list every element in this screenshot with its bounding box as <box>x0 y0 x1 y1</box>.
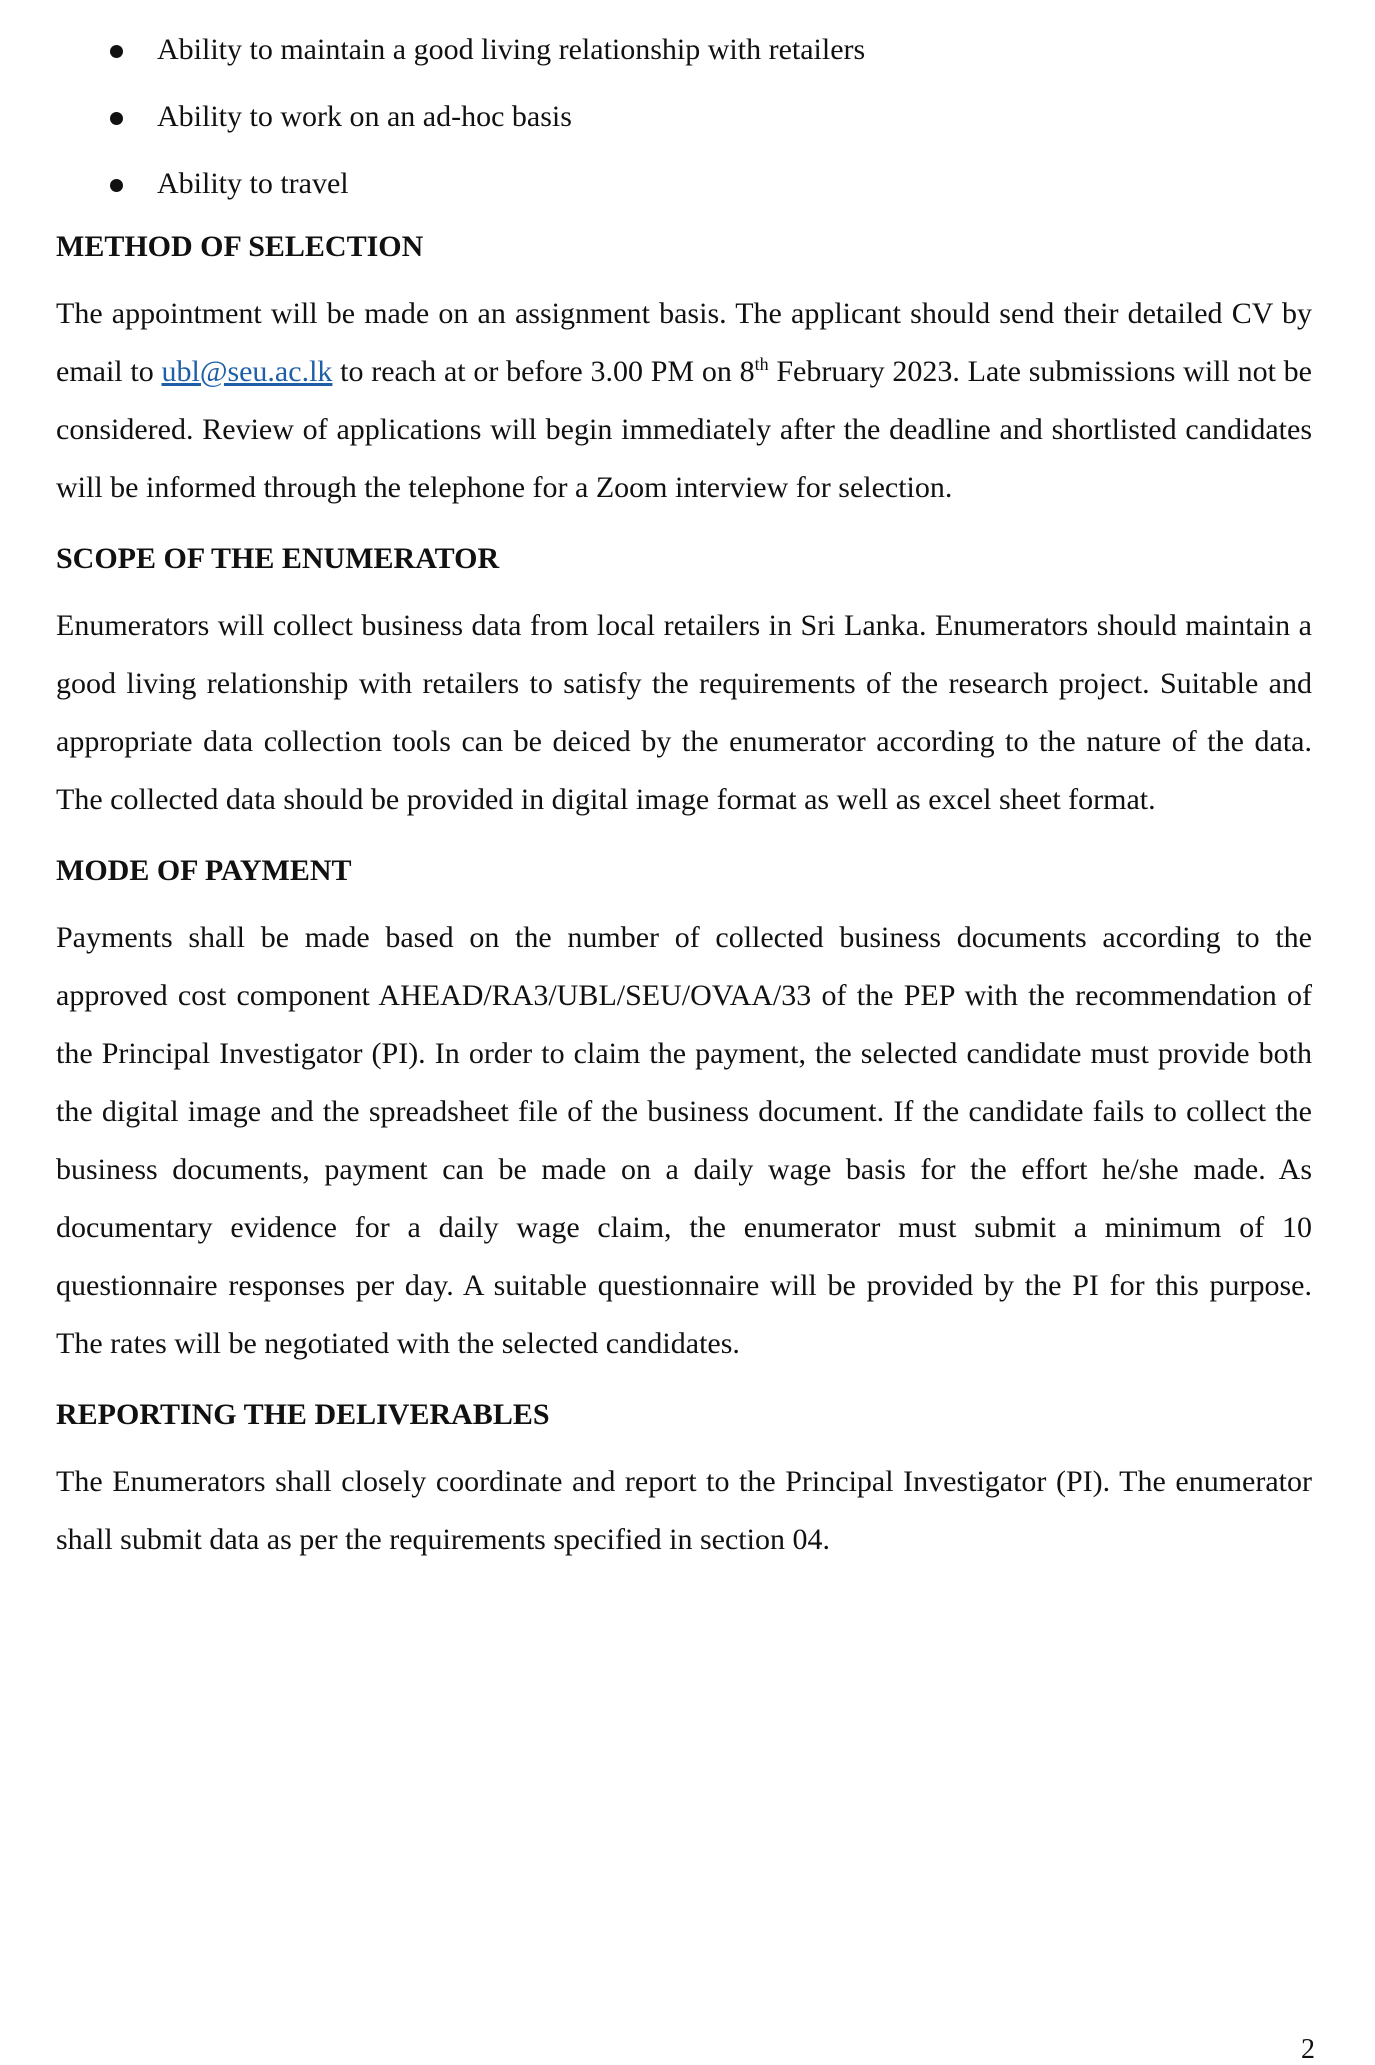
paragraph-payment: Payments shall be made based on the number of collected business documents according to the approved cost component AHEAD/RA3/UBL/SEU/OVAA/33 of the PEP with the recommendation of the Principal Investigator (PI). In order to claim the payment, the selected candidate must provide both the digital image and the spreadsheet file of the business document. If the candidate fails to collect the business documents, payment can be made on a daily wage basis for the effort he/she made. As documentary evidence for a daily wage claim, the enumerator must submit a minimum of 10 questionnaire responses per day. A suitable questionnaire will be provided by the PI for this purpose. The rates will be negotiated with the selected candidates. <box>56 921 1312 1360</box>
bullet-icon <box>110 179 123 192</box>
selection-text-part: The appointment will be made on an assignment basis. The applicant should send their detailed CV by email to <box>56 297 1312 388</box>
list-item <box>56 164 1312 204</box>
list-item-text: Ability to travel <box>157 167 349 200</box>
section-heading-scope: SCOPE OF THE ENUMERATOR <box>56 542 500 575</box>
paragraph-scope: Enumerators will collect business data from local retailers in Sri Lanka. Enumerators should maintain a good living relationship with retailers to satisfy the requirements of the research project. Suitable and appropriate data collection tools can be deiced by the enumerator according to the nature of the data. The collected data should be provided in digital image format as well as excel sheet format. <box>56 609 1312 816</box>
date-ordinal-suffix: th <box>754 354 769 374</box>
list-item-text: Ability to maintain a good living relationship with retailers <box>157 33 866 66</box>
paragraph-reporting: The Enumerators shall closely coordinate and report to the Principal Investigator (PI). The enumerator shall submit data as per the requirements specified in section 04. <box>56 1465 1312 1556</box>
page-number: 2 <box>1301 2034 1315 2065</box>
bullet-icon <box>110 112 123 125</box>
section-heading-method-of-selection: METHOD OF SELECTION <box>56 230 424 263</box>
requirements-list <box>56 30 1312 204</box>
list-item-text: Ability to work on an ad-hoc basis <box>157 100 572 133</box>
email-link[interactable]: ubl@seu.ac.lk <box>161 355 333 388</box>
section-heading-reporting: REPORTING THE DELIVERABLES <box>56 1398 550 1431</box>
section-heading-payment: MODE OF PAYMENT <box>56 854 352 887</box>
document-page <box>56 30 1312 1569</box>
bullet-icon <box>110 45 123 58</box>
paragraph-method-of-selection <box>56 285 1312 517</box>
selection-text-part: February 2023. Late submissions will not be considered. Review of applications will begin immediately after the deadline and shortlisted candidates will be informed through the telephone for a Zoom interview for selection. <box>56 355 1312 504</box>
list-item <box>56 30 1312 70</box>
selection-text-part: to reach at or before 3.00 PM on 8 <box>332 355 755 388</box>
list-item <box>56 97 1312 137</box>
